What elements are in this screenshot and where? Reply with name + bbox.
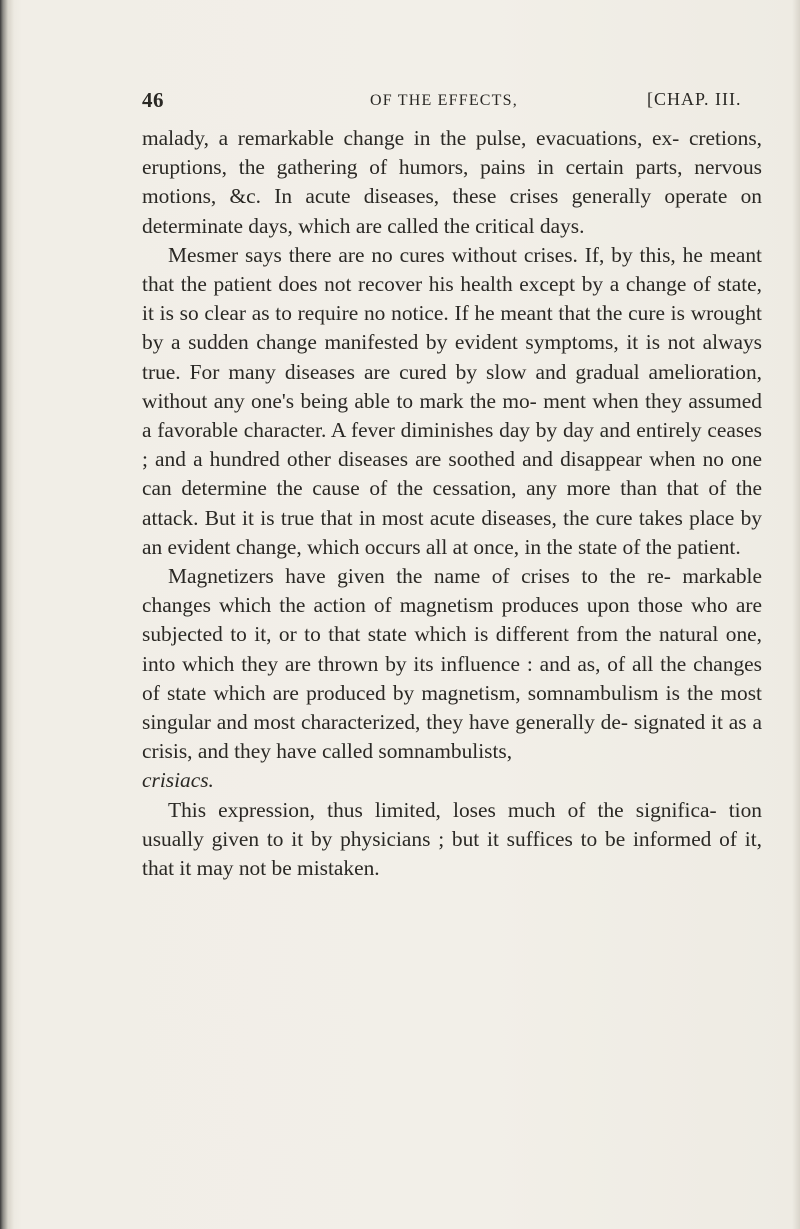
- body-text: [142, 124, 762, 883]
- page-binding-shadow: [0, 0, 14, 1229]
- paragraph-4: This expression, thus limited, loses much of the significa- tion usually given to it by physicians ; but it suffices to be informed of it, that it may not be mistaken.: [142, 797, 762, 881]
- running-head: [142, 86, 762, 116]
- paragraph-1: malady, a remarkable change in the pulse, evacuations, ex- cretions, eruptions, the gathering of humors, pains in certain parts, nervous motions, &c. In acute diseases, these crises generally operate on determinate days, which are called the critical days.: [142, 126, 762, 238]
- paragraph-3: [142, 562, 762, 796]
- running-head-title: OF THE EFFECTS,: [370, 92, 518, 109]
- page-number: 46: [142, 88, 164, 112]
- page-right-edge: [792, 0, 800, 1229]
- paragraph-2: Mesmer says there are no cures without crises. If, by this, he meant that the patient does not recover his health except by a change of state, it is so clear as to require no notice. If he meant that the cure is wrought by a sudden change manifested by evident symptoms, it is not always true. For many diseases are cured by slow and gradual amelioration, without any one's being able to mark the mo- ment when they assumed a favorable character. A fever diminishes day by day and entirely ceases ; and a hundred other diseases are soothed and disappear when no one can determine the cause of the cessation, any more than that of the attack. But it is true that in most acute diseases, the cure takes place by an evident change, which occurs all at once, in the state of the patient.: [142, 242, 762, 559]
- italic-term-crisiacs: crisiacs.: [142, 768, 214, 793]
- chapter-reference: [CHAP. III.: [647, 89, 742, 109]
- paragraph-3-text: Magnetizers have given the name of crises to the re- markable changes which the action of magnetism produces upon those who are subjected to it, or to that state which is different from the natural one, into which they are thrown by its influence : and as, of all the changes of state which are produced by magnetism, somnambulism is the most singular and most characterized, they have generally de- signated it as a crisis, and they have called somnambulists,: [142, 564, 762, 764]
